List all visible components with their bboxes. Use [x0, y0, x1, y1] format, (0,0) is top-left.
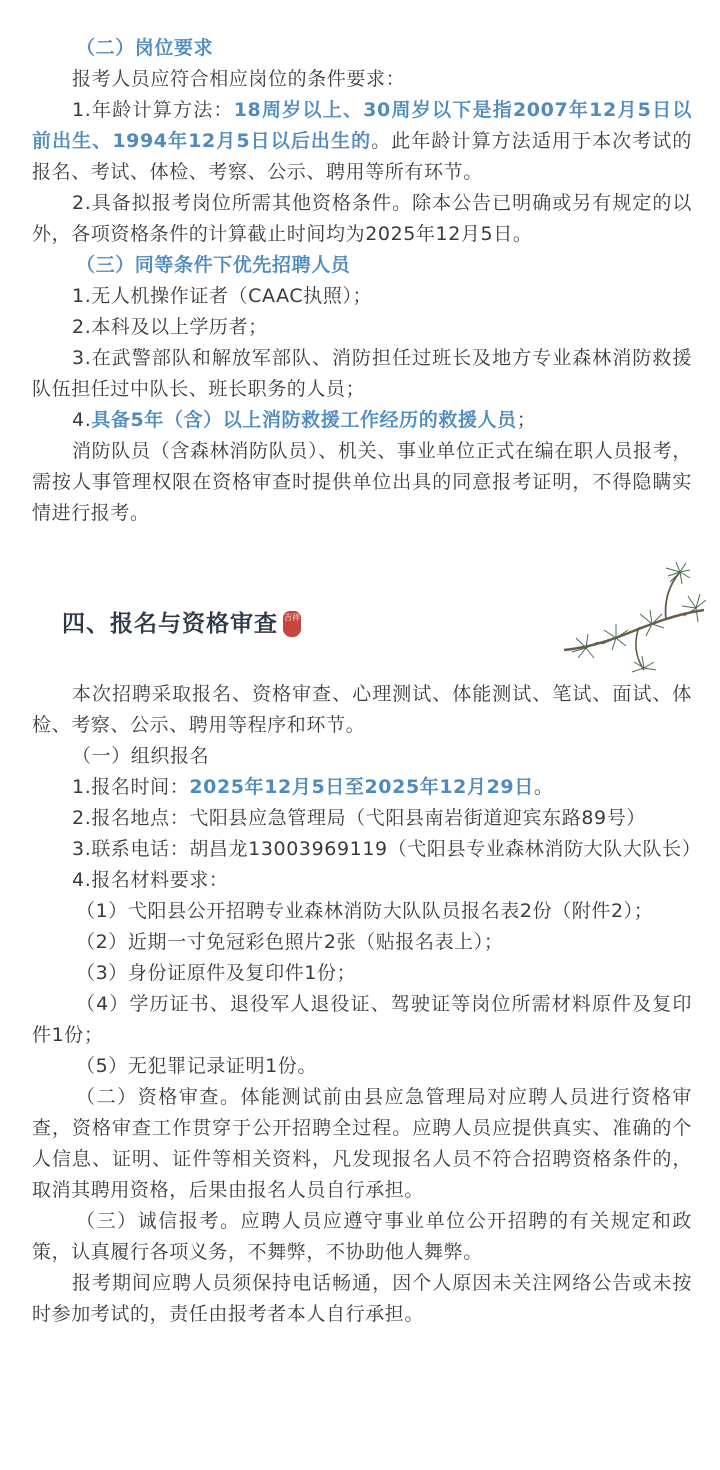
age-rule: 1.年龄计算方法：18周岁以上、30周岁以下是指2007年12月5日以前出生、1994年12月5日以后出生的。此年龄计算方法适用于本次考试的报名、考试、体检、考察、公示、聘用等所有环节。	[32, 99, 692, 183]
age-rule-highlight: 18周岁以上、30周岁以下是指2007年12月5日以前出生、1994年12月5日以后出生的	[32, 99, 692, 152]
subheading-organize-registration: （一）组织报名	[72, 745, 210, 767]
registration-block	[32, 679, 702, 1330]
in-service-note: 消防队员（含森林消防队员）、机关、事业单位正式在编在职人员报考，需按人事管理权限在资格审查时提供单位出具的同意报考证明，不得隐瞒实情进行报考。	[32, 440, 692, 524]
materials-heading: 4.报名材料要求：	[72, 869, 229, 891]
integrity-application: （三）诚信报考。应聘人员应遵守事业单位公开招聘的有关规定和政策，认真履行各项义务，不舞弊，不协助他人舞弊。	[32, 1210, 692, 1263]
contact-note: 报考期间应聘人员须保持电话畅通，因个人原因未关注网络公告或未按时参加考试的，责任由报考者本人自行承担。	[32, 1272, 692, 1325]
registration-time-highlight: 2025年12月5日至2025年12月29日	[189, 776, 534, 798]
priority-item-1: 1.无人机操作证者（CAAC执照）；	[72, 285, 373, 307]
subheading-job-requirements: （二）岗位要求	[76, 37, 214, 59]
red-seal-icon: 吉祥	[283, 611, 301, 637]
qualification-review: （二）资格审查。体能测试前由县应急管理局对应聘人员进行资格审查，资格审查工作贯穿于公开招聘全过程。应聘人员应提供真实、准确的个人信息、证明、证件等相关资料，凡发现报名人员不符合招聘资格条件的，取消其聘用资格，后果由报名人员自行承担。	[32, 1086, 692, 1201]
registration-time: 1.报名时间：2025年12月5日至2025年12月29日。	[72, 776, 554, 798]
priority-item-2: 2.本科及以上学历者；	[72, 316, 268, 338]
section-title: 四、报名与资格审查	[62, 611, 278, 637]
priority-item-4: 4.具备5年（含）以上消防救援工作经历的救援人员；	[72, 409, 537, 431]
material-item-2: （2）近期一寸免冠彩色照片2张（贴报名表上）；	[76, 931, 504, 953]
requirements-block	[32, 33, 692, 529]
priority-item-4-highlight: 具备5年（含）以上消防救援工作经历的救援人员	[91, 409, 517, 431]
registration-place: 2.报名地点：弋阳县应急管理局（弋阳县南岩街道迎宾东路89号）	[72, 807, 646, 829]
requirements-intro: 报考人员应符合相应岗位的条件要求：	[72, 68, 406, 90]
material-item-1: （1）弋阳县公开招聘专业森林消防大队队员报名表2份（附件2）；	[76, 900, 654, 922]
material-item-3: （3）身份证原件及复印件1份；	[76, 962, 357, 984]
subheading-priority: （三）同等条件下优先招聘人员	[76, 254, 351, 276]
contact-phone: 3.联系电话：胡昌龙13003969119（弋阳县专业森林消防大队大队长）	[72, 838, 702, 860]
section-intro: 本次招聘采取报名、资格审查、心理测试、体能测试、笔试、面试、体检、考察、公示、聘用等程序和环节。	[32, 683, 692, 736]
priority-item-3: 3.在武警部队和解放军部队、消防担任过班长及地方专业森林消防救援队伍担任过中队长、班长职务的人员；	[32, 347, 692, 400]
material-item-4: （4）学历证书、退役军人退役证、驾驶证等岗位所需材料原件及复印件1份；	[32, 993, 692, 1046]
pine-branch-icon	[556, 562, 706, 674]
material-item-5: （5）无犯罪记录证明1份。	[76, 1055, 317, 1077]
other-qualifications: 2.具备拟报考岗位所需其他资格条件。除本公告已明确或另有规定的以外，各项资格条件的计算截止时间均为2025年12月5日。	[32, 192, 692, 245]
